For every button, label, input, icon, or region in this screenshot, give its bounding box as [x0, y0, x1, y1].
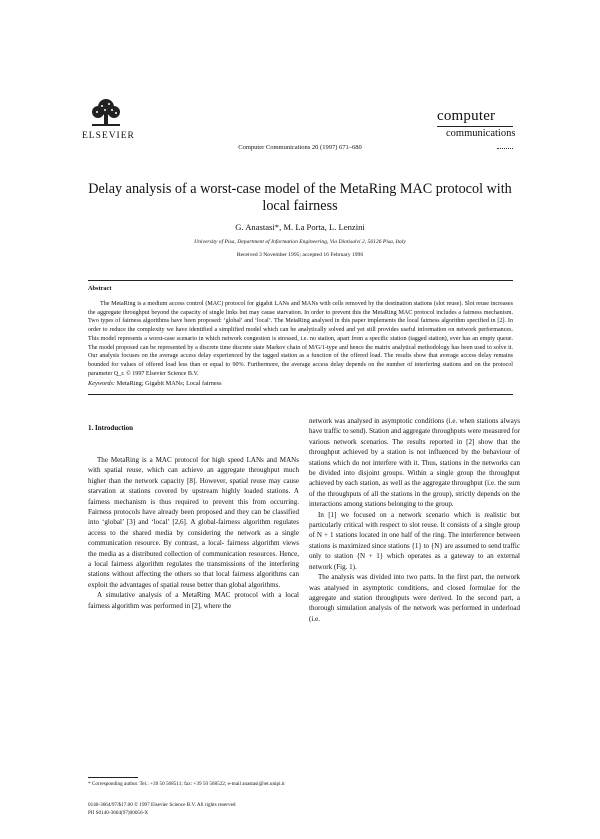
article-title: Delay analysis of a worst-case model of the MetaRing MAC protocol with local fairness [88, 181, 512, 214]
corresponding-author-footnote: * Corresponding author. Tel.: +39 50 568511; fax: +39 50 568522; e-mail anastasi@iet.unipi.it [88, 781, 285, 787]
paragraph: In [1] we focused on a network scenario which is realistic but particularly critical with respect to slot reuse. It consists of a single group of N + 1 stations located in one half of the ring. The interference between stations is maximized since stations {1} to {N} are assumed to send traffic only to station {N + 1} which operates as a gateway to an external network (Fig. 1). [309, 510, 520, 571]
keywords-label: Keywords: [88, 380, 116, 387]
abstract-bottom-rule [88, 394, 513, 395]
paragraph: The analysis was divided into two parts. In the first part, the network was analysed in asymptotic conditions, and closed formulae for the aggregate and station throughputs were derived. In the second part, a thorough simulation analysis of the network was performed in underload (i.e. [309, 573, 520, 623]
received-dates: Received 3 November 1995; accepted 16 February 1996 [236, 252, 364, 258]
journal-logo-dots [497, 148, 513, 149]
footnote-rule [88, 777, 138, 778]
journal-logo-rule [437, 126, 513, 127]
left-column [88, 455, 299, 611]
pii-line: PII S0140-3664(97)00056-X [88, 809, 149, 816]
abstract-text: The MetaRing is a medium access control (MAC) protocol for gigabit LANs and MANs with cells removed by the destination stations (slot reuse). Slot reuse increases the aggregate throughput beyond the capacity of single links but may cause starvation. In order to prevent this the MetaRing MAC protocol includes a fairness mechanism. Two types of fairness algorithms have been proposed: ‘global’ and ‘local’. The MetaRing analysed in this paper implements the local fairness algorithm specified in [2]. In order to reduce the complexity we have identified a simplified model which can be analytically solved and yet still provides useful information on network performances. This model represents a worst-case scenario in which network congestion is stressed, i.e. no station, apart from a specific station (tagged station), ever has an empty queue. The model proposed can be represented by a discrete time discrete state Markov chain of M/G/1-type and hence the matrix analytical methodology has been used to solve it. Our analysis focuses on the average access delay experienced by the tagged station as a function of the offered load. The results show that average access delay remains bounded for values of offered load less than or equal to 90%. Furthermore, the average access delay depends on the number of interfering stations and on the protocol parameter Q_r. © 1997 Elsevier Science B.V. [88, 301, 513, 377]
paragraph: The MetaRing is a MAC protocol for high speed LANs and MANs with spatial reuse, which can achieve an aggregate throughput much higher than the network capacity [8]. However, spatial reuse may cause starvation at stations covered by upstream highly loaded stations. A fairness mechanism is thus required to prevent this from occurring. Fairness protocols have already been proposed and they can be classified into ‘global’ [3] and ‘local’ [2,6]. A global-fairness algorithm regulates access to the shared media by considering the network as a single communication resource. By contrast, a local- fairness algorithm views the media as a distributed collection of communication resources. Hence, a local fairness algorithm regulates the transmissions of the interfering stations without affecting the others so that local fairness algorithms can exploit the advantages of spatial reuse better than global algorithms. [88, 456, 299, 589]
publisher-name: ELSEVIER [82, 131, 135, 141]
article-affiliation: University of Pisa, Department of Information Engineering, Via Diotisalvi 2, 56126 Pisa, Italy [194, 239, 406, 245]
journal-logo-line1: computer [437, 108, 496, 124]
abstract-top-rule [88, 280, 513, 281]
right-column [309, 416, 520, 624]
article-authors: G. Anastasi*, M. La Porta, L. Lenzini [235, 222, 365, 232]
copyright-line: 0140-3664/97/$17.00 © 1997 Elsevier Science B.V. All rights reserved [88, 802, 236, 808]
journal-logo-line2: communications [446, 128, 516, 139]
abstract-heading: Abstract [88, 285, 112, 292]
keywords-list: MetaRing; Gigabit MANs; Local fairness [116, 380, 222, 387]
copyright-block [88, 802, 328, 817]
paragraph: network was analysed in asymptotic conditions (i.e. when stations always have traffic to send). Station and aggregate throughputs were measured for various network scenarios. The results reported in [2] show that the throughput achieved by a station is not influenced by the behaviour of stations which do not interfere with it. Thus, stations in the networks can be divided into disjoint groups. Within a single group the throughput achieved by each station, as well as the aggregate throughput (i.e. the sum of the throughputs of all the stations in the group), strictly depends on the interactions among stations belonging to the group. [309, 417, 520, 509]
elsevier-tree-logo [88, 98, 124, 128]
section-heading: 1. Introduction [88, 424, 133, 432]
keywords-line [88, 380, 222, 387]
paragraph: A simulative analysis of a MetaRing MAC protocol with a local fairness algorithm was performed in [2], where the [88, 591, 299, 610]
journal-reference: Computer Communications 20 (1997) 671–680 [238, 144, 362, 151]
